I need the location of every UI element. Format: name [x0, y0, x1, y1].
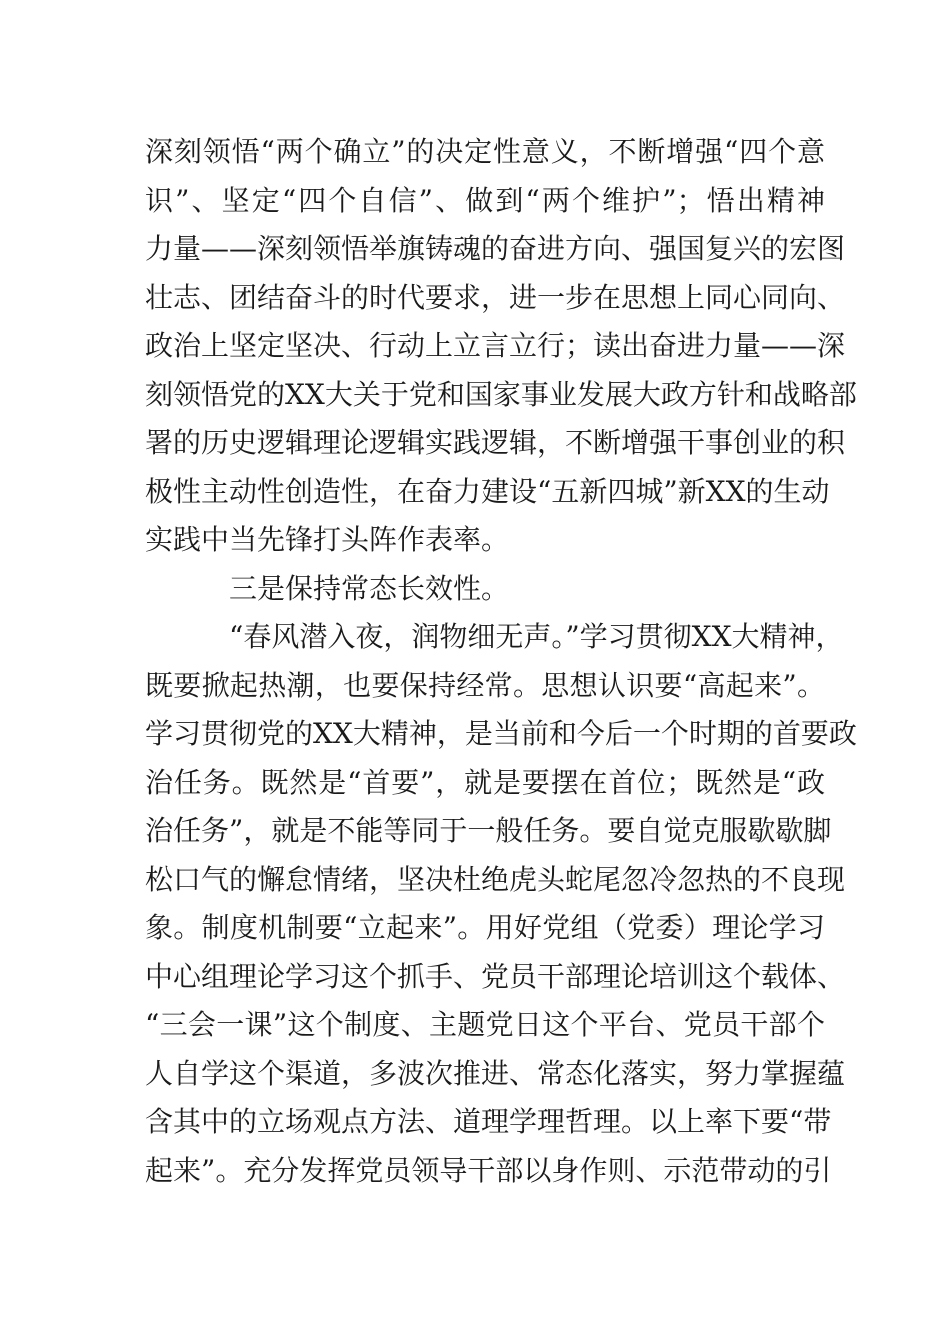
text-line: 起来”。充分发挥党员领导干部以身作则、示范带动的引	[145, 1153, 832, 1187]
text-line: 松口气的懈怠情绪，坚决杜绝虎头蛇尾忽冷忽热的不良现	[145, 862, 846, 896]
text-line: 政治上坚定坚决、行动上立言立行；读出奋进力量——深	[145, 329, 846, 362]
text-line: “三会一课”这个制度、主题党日这个平台、党员干部个	[145, 1008, 825, 1041]
text-line: 极性主动性创造性，在奋力建设“五新四城”新XX的生动	[145, 474, 830, 508]
text-line: 署的历史逻辑理论逻辑实践逻辑，不断增强干事创业的积	[145, 426, 846, 459]
text-line: 深刻领悟“两个确立”的决定性意义，不断增强“四个意	[145, 135, 825, 168]
text-line: 象。制度机制要“立起来”。用好党组（党委）理论学习	[145, 911, 825, 944]
text-line: 壮志、团结奋斗的时代要求，进一步在思想上同心同向、	[145, 280, 846, 314]
paragraph-end-line: 实践中当先锋打头阵作表率。	[145, 523, 510, 556]
text-line: 人自学这个渠道，多波次推进、常态化落实，努力掌握蕴	[145, 1056, 846, 1090]
text-line: 治任务。既然是“首要”，就是要摆在首位；既然是“政	[145, 765, 825, 799]
text-line: 刻领悟党的XX大关于党和国家事业发展大政方针和战略部	[145, 377, 857, 411]
text-line: 中心组理论学习这个抓手、党员干部理论培训这个载体、	[145, 959, 846, 993]
text-line: 学习贯彻党的XX大精神，是当前和今后一个时期的首要政	[145, 717, 857, 750]
text-line: 既要掀起热潮，也要保持经常。思想认识要“高起来”。	[145, 668, 825, 702]
text-line: 治任务”，就是不能等同于一般任务。要自觉克服歇歇脚	[145, 814, 832, 847]
text-line: 力量——深刻领悟举旗铸魂的奋进方向、强国复兴的宏图	[145, 232, 846, 265]
paragraph-first-line: “春风潜入夜，润物细无声。”学习贯彻XX大精神，	[229, 620, 844, 653]
text-line: 含其中的立场观点方法、道理学理哲理。以上率下要“带	[145, 1105, 832, 1138]
section-heading: 三是保持常态长效性。	[229, 571, 510, 605]
text-line: 识”、坚定“四个自信”、做到“两个维护”；悟出精神	[145, 183, 825, 217]
document-body	[145, 128, 857, 1195]
